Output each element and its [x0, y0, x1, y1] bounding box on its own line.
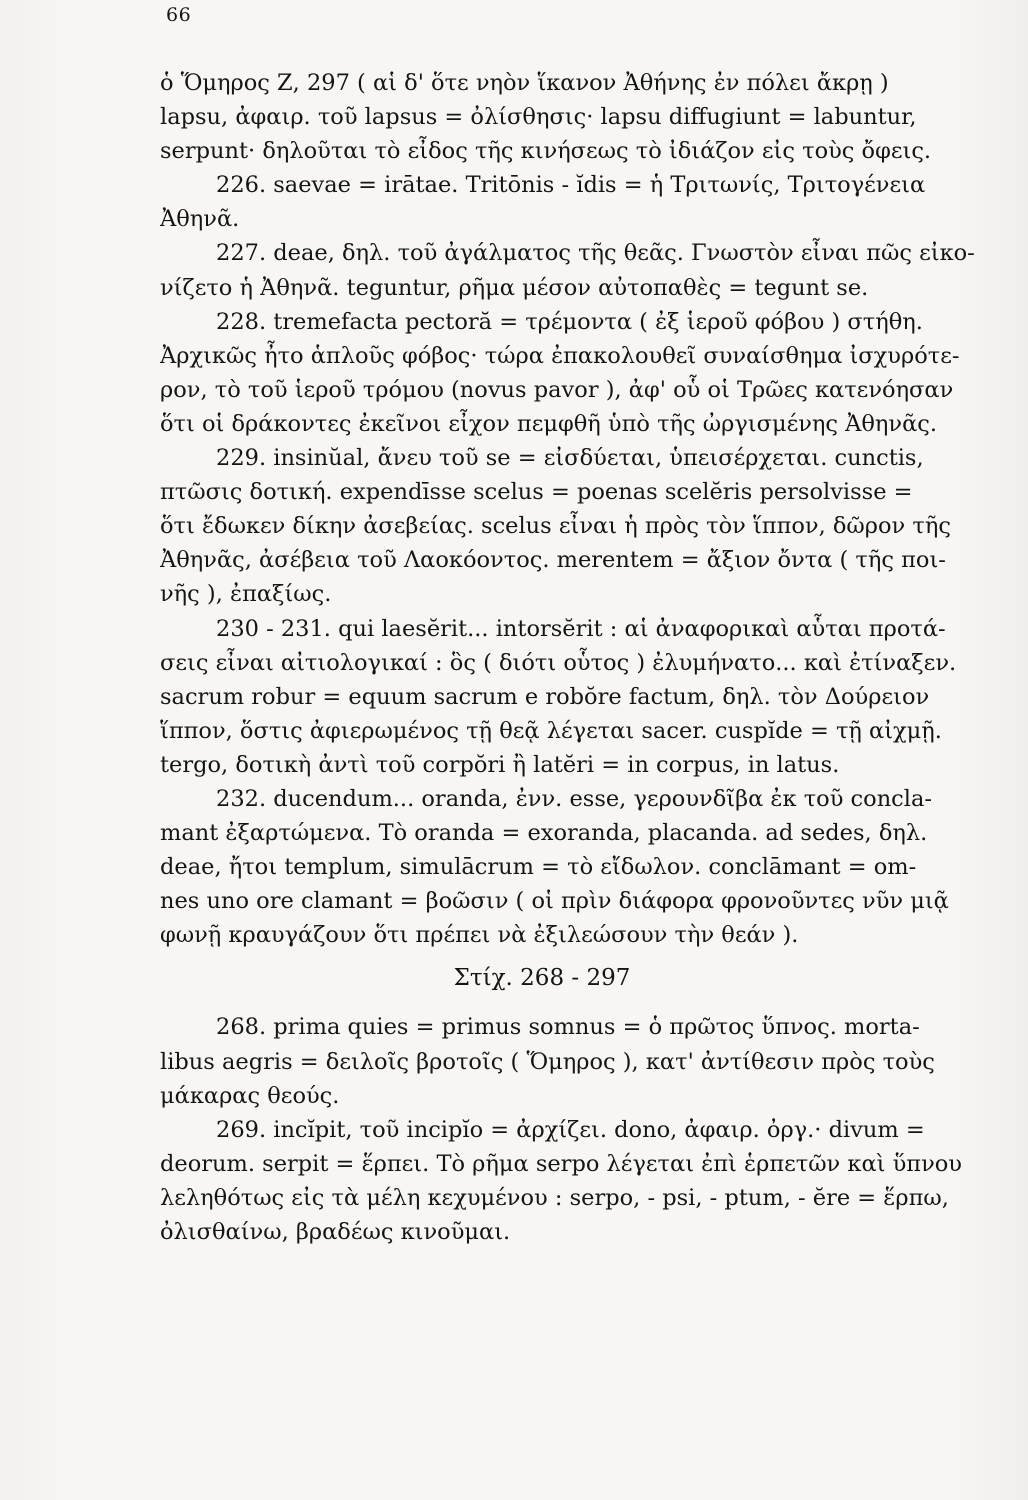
- text-line: nes uno ore clamant = βοῶσιν ( οἱ πρὶν διάφορα φρονοῦντες νῦν μιᾷ: [160, 888, 949, 915]
- text-line: ὁ Ὅμηρος Ζ, 297 ( αἱ δ' ὅτε νηὸν ἵκανον Ἀθήνης ἐν πόλει ἄκρῃ ): [160, 70, 889, 96]
- text-line: Ἀθηνᾶ.: [160, 206, 240, 233]
- text-line: ρον, τὸ τοῦ ἱεροῦ τρόμου (novus pavor ), ἀφ' οὗ οἱ Τρῶες κατενόησαν: [160, 376, 954, 403]
- text-line: tergo, δοτικὴ ἀντὶ τοῦ corpŏri ἢ latĕri = in corpus, in latus.: [160, 751, 840, 778]
- text-line: μάκαρας θεούς.: [160, 1082, 340, 1109]
- commentary-text: [160, 66, 1028, 1249]
- text-line: ὅτι ἔδωκεν δίκην ἀσεβείας. scelus εἶναι ἡ πρὸς τὸν ἵππον, δῶρον τῆς: [160, 513, 951, 540]
- text-line: νίζετο ἡ Ἀθηνᾶ. teguntur, ρῆμα μέσον αὐτοπαθὲς = tegunt se.: [160, 274, 869, 301]
- text-line: libus aegris = δειλοῖς βροτοῖς ( Ὅμηρος ), κατ' ἀντίθεσιν πρὸς τοὺς: [160, 1048, 935, 1075]
- page-number: 66: [166, 4, 192, 26]
- note-line: 268. prima quies = primus somnus = ὁ πρῶτος ὕπνος. morta-: [216, 1014, 920, 1041]
- text-line: φωνῇ κραυγάζουν ὅτι πρέπει νὰ ἐξιλεώσουν τὴν θεάν ).: [160, 922, 799, 949]
- text-line: ὅτι οἱ δράκοντες ἐκεῖνοι εἶχον πεμφθῆ ὑπὸ τῆς ὠργισμένης Ἀθηνᾶς.: [160, 410, 938, 437]
- text-line: sacrum robur = equum sacrum e robŏre factum, δηλ. τὸν Δούρειον: [160, 683, 930, 710]
- note-line: 229. insinŭal, ἄνευ τοῦ se = εἰσδύεται, ὑπεισέρχεται. cunctis,: [216, 445, 924, 472]
- text-line: deae, ἤτοι templum, simulācrum = τὸ εἴδωλον. conclāmant = om-: [160, 854, 917, 881]
- text-line: Ἀθηνᾶς, ἀσέβεια τοῦ Λαοκόοντος. merentem = ἄξιον ὄντα ( τῆς ποι-: [160, 547, 946, 574]
- text-line: deorum. serpit = ἕρπει. Τὸ ρῆμα serpo λέγεται ἐπὶ ἑρπετῶν καὶ ὕπνου: [160, 1150, 962, 1177]
- text-line: Ἀρχικῶς ἦτο ἁπλοῦς φόβος· τώρα ἐπακολουθεῖ συναίσθημα ἰσχυρότε-: [160, 342, 960, 369]
- text-line: serpunt· δηλοῦται τὸ εἶδος τῆς κινήσεως τὸ ἰδιάζον εἰς τοὺς ὄφεις.: [160, 138, 932, 165]
- section-heading: Στίχ. 268 - 297: [453, 965, 631, 992]
- note-line: 226. saevae = irātae. Tritōnis - ĭdis = ἡ Τριτωνίς, Τριτογένεια: [216, 172, 926, 199]
- note-line: 269. incĭpit, τοῦ incipĭo = ἀρχίζει. dono, ἀφαιρ. ὀργ.· divum =: [216, 1116, 925, 1143]
- text-line: νῆς ), ἐπαξίως.: [160, 581, 332, 608]
- note-line: 230 - 231. qui laesĕrit... intorsĕrit : αἱ ἀναφορικαὶ αὗται προτά-: [216, 615, 946, 642]
- text-line: σεις εἶναι αἰτιολογικαί : ὃς ( διότι οὗτος ) ἐλυμήνατο... καὶ ἐτίναξεν.: [160, 649, 957, 676]
- text-line: mant ἐξαρτώμενα. Τὸ oranda = exoranda, placanda. ad sedes, δηλ.: [160, 820, 928, 847]
- text-line: ἵππον, ὅστις ἀφιερωμένος τῇ θεᾷ λέγεται sacer. cuspĭde = τῇ αἰχμῇ.: [160, 717, 942, 744]
- note-line: 227. deae, δηλ. τοῦ ἀγάλματος τῆς θεᾶς. Γνωστὸν εἶναι πῶς εἰκο-: [216, 240, 975, 267]
- text-line: λεληθότως εἰς τὰ μέλη κεχυμένου : serpo, - psi, - ptum, - ĕre = ἕρπω,: [160, 1184, 949, 1211]
- note-line: 228. tremefacta pectoră = τρέμοντα ( ἐξ ἱεροῦ φόβου ) στήθη.: [216, 308, 923, 335]
- text-line: πτῶσις δοτική. expendīsse scelus = poenas scelĕris persolvisse =: [160, 479, 913, 506]
- text-line: ὀλισθαίνω, βραδέως κινοῦμαι.: [160, 1219, 511, 1245]
- text-line: lapsu, ἀφαιρ. τοῦ lapsus = ὀλίσθησις· lapsu diffugiunt = labuntur,: [160, 104, 917, 131]
- note-line: 232. ducendum... oranda, ἐνν. esse, γερουνδῖβα ἐκ τοῦ concla-: [216, 785, 933, 812]
